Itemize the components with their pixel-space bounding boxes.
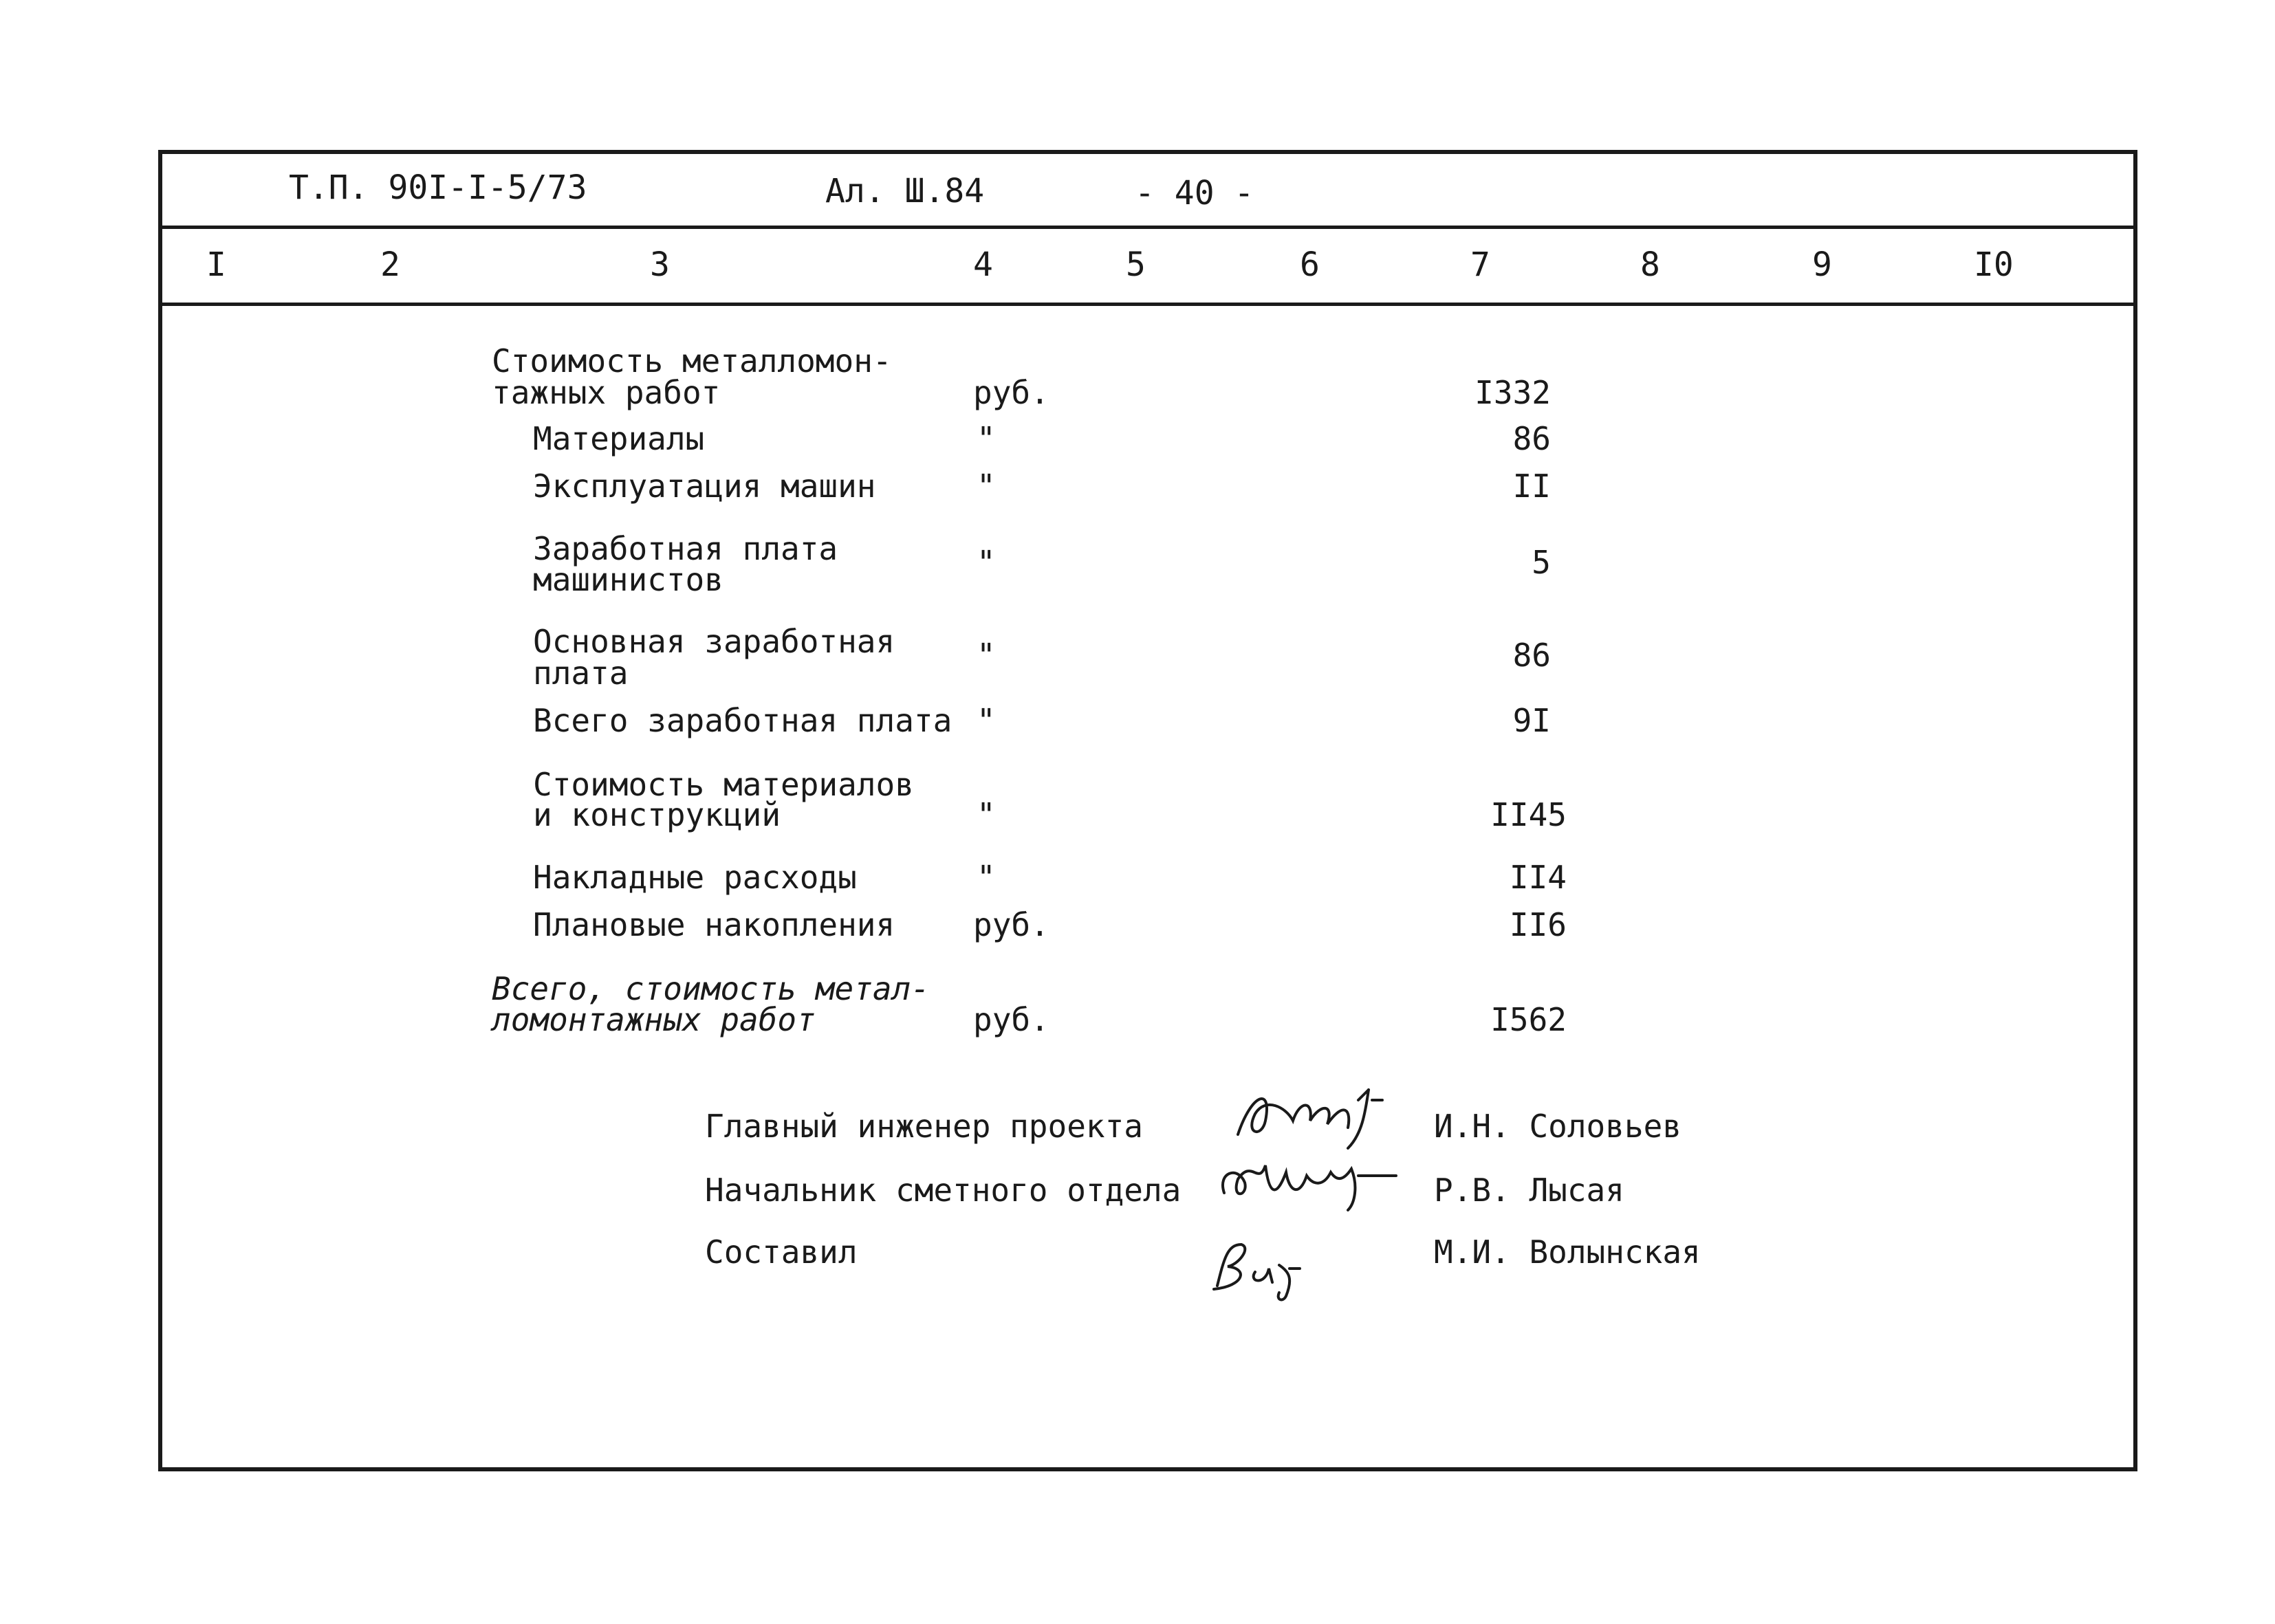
row-name: Всего заработная плата (533, 702, 953, 739)
row-name: Эксплуатация машин (533, 468, 876, 505)
row-value: II45 (1490, 796, 1567, 833)
row-unit: " (977, 468, 996, 505)
column-number: 6 (1300, 245, 1320, 284)
row-name: тажных работ (492, 374, 721, 411)
row-unit: " (977, 796, 996, 833)
signatory-role: Главный инженер проекта (705, 1108, 1143, 1145)
column-number: 2 (380, 245, 400, 284)
row-value: 86 (1512, 420, 1551, 457)
header-divider (158, 226, 2137, 229)
document-frame (158, 150, 2137, 1471)
signatory-name: Р.В. Лысая (1434, 1172, 1624, 1209)
signatory-role: Начальник сметного отдела (705, 1172, 1182, 1209)
row-value: II4 (1509, 859, 1567, 896)
row-value: I332 (1474, 374, 1551, 411)
row-name: Стоимость материалов (533, 766, 914, 803)
row-value: 5 (1532, 544, 1551, 581)
total-value: I562 (1490, 1001, 1567, 1038)
row-name: плата (533, 655, 629, 692)
row-name: машинистов (533, 561, 723, 598)
signatory-role: Составил (705, 1233, 858, 1271)
row-unit: " (977, 702, 996, 739)
row-value: II (1512, 468, 1551, 505)
row-unit: " (977, 420, 996, 457)
row-unit: руб. (973, 906, 1049, 943)
row-unit: " (977, 544, 996, 581)
row-name: Стоимость металломон- (492, 342, 892, 380)
signatory-name: М.И. Волынская (1434, 1233, 1701, 1271)
row-unit: " (977, 859, 996, 896)
row-name: Плановые накопления (533, 906, 895, 943)
row-name: Основная заработная (533, 623, 895, 660)
album-number: Ал. Ш.84 (825, 172, 985, 210)
column-number: 3 (650, 245, 670, 284)
column-number: 7 (1470, 245, 1490, 284)
column-number: 9 (1812, 245, 1832, 284)
row-name: и конструкций (533, 796, 781, 833)
column-numbers-divider (158, 303, 2137, 306)
row-value: 86 (1512, 637, 1551, 674)
column-number: I0 (1974, 245, 2014, 284)
total-label: ломонтажных работ (492, 1001, 816, 1038)
row-value: 9I (1512, 702, 1551, 739)
row-name: Заработная плата (533, 530, 838, 567)
doc-code: Т.П. 90I-I-5/73 (289, 168, 587, 207)
column-number: 4 (973, 245, 993, 284)
row-unit: " (977, 637, 996, 674)
row-name: Материалы (533, 420, 705, 457)
row-unit: руб. (973, 374, 1049, 411)
signatory-name: И.Н. Соловьев (1434, 1108, 1682, 1145)
total-label: Всего, стоимость метал- (492, 970, 930, 1007)
signature-compiler (1200, 1231, 1324, 1306)
row-name: Накладные расходы (533, 859, 857, 896)
column-number: I (206, 245, 226, 284)
total-unit: руб. (973, 1001, 1049, 1038)
column-number: 5 (1126, 245, 1146, 284)
page-number: - 40 - (1135, 174, 1254, 212)
row-value: II6 (1509, 906, 1567, 943)
signature-head-estimates (1210, 1145, 1403, 1220)
column-number: 8 (1640, 245, 1660, 284)
